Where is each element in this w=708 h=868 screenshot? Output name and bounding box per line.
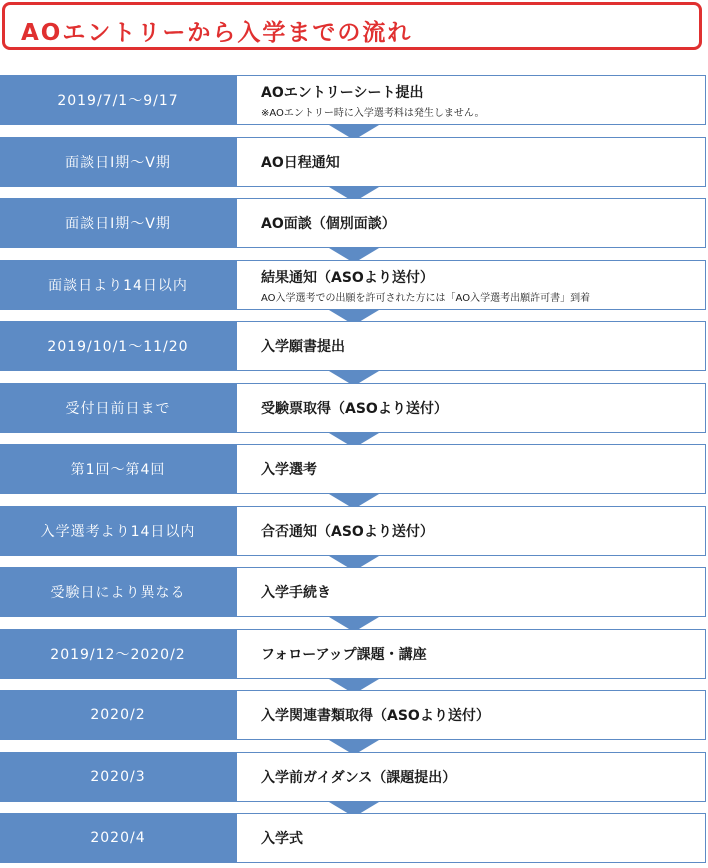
step-date: 面談日Ⅰ期～Ⅴ期 xyxy=(0,198,236,248)
step-title: AO面談（個別面談） xyxy=(261,216,396,232)
flow-step xyxy=(0,813,708,863)
step-description xyxy=(236,75,706,125)
flow-step xyxy=(0,260,708,310)
step-date: 2020/4 xyxy=(0,813,236,863)
step-title: 入学式 xyxy=(261,831,303,847)
step-description xyxy=(236,813,706,863)
step-title: 結果通知（ASOより送付） xyxy=(261,269,434,286)
step-note: AO入学選考での出願を許可された方には「AO入学選考出願許可書」到着 xyxy=(261,292,591,304)
step-description xyxy=(236,198,706,248)
step-date: 面談日Ⅰ期～Ⅴ期 xyxy=(0,137,236,187)
step-date: 2020/3 xyxy=(0,752,236,802)
step-description xyxy=(236,567,706,617)
flow-step xyxy=(0,383,708,433)
step-date: 受付日前日まで xyxy=(0,383,236,433)
step-title: 合否通知（ASOより送付） xyxy=(261,524,434,540)
flow-step xyxy=(0,506,708,556)
step-description xyxy=(236,444,706,494)
step-description xyxy=(236,752,706,802)
step-date: 2019/10/1～11/20 xyxy=(0,321,236,371)
step-date: 受験日により異なる xyxy=(0,567,236,617)
flow-step xyxy=(0,690,708,740)
step-note: ※AOエントリー時に入学選考料は発生しません。 xyxy=(261,107,485,119)
step-title: 受験票取得（ASOより送付） xyxy=(261,401,448,417)
title-box xyxy=(2,2,702,50)
step-date: 面談日より14日以内 xyxy=(0,260,236,310)
step-title: 入学関連書類取得（ASOより送付） xyxy=(261,708,490,724)
page-title: AOエントリーから入学までの流れ xyxy=(21,20,413,46)
step-date: 入学選考より14日以内 xyxy=(0,506,236,556)
step-date: 2020/2 xyxy=(0,690,236,740)
step-title: フォローアップ課題・講座 xyxy=(261,647,427,663)
step-date: 2019/7/1～9/17 xyxy=(0,75,236,125)
step-description xyxy=(236,690,706,740)
flow-step xyxy=(0,75,708,125)
step-description xyxy=(236,137,706,187)
flow-step xyxy=(0,137,708,187)
step-title: 入学前ガイダンス（課題提出） xyxy=(261,770,457,786)
flow-step xyxy=(0,321,708,371)
step-title: 入学手続き xyxy=(261,585,331,601)
flow-step xyxy=(0,629,708,679)
flow-step xyxy=(0,752,708,802)
step-title: AO日程通知 xyxy=(261,155,340,171)
step-title: AOエントリーシート提出 xyxy=(261,84,424,101)
step-description xyxy=(236,629,706,679)
step-title: 入学願書提出 xyxy=(261,339,345,355)
flow-step xyxy=(0,567,708,617)
step-description xyxy=(236,321,706,371)
step-description xyxy=(236,260,706,310)
step-date: 2019/12～2020/2 xyxy=(0,629,236,679)
step-description xyxy=(236,383,706,433)
flow-step xyxy=(0,444,708,494)
step-title: 入学選考 xyxy=(261,462,317,478)
flow-step xyxy=(0,198,708,248)
step-date: 第1回～第4回 xyxy=(0,444,236,494)
step-description xyxy=(236,506,706,556)
